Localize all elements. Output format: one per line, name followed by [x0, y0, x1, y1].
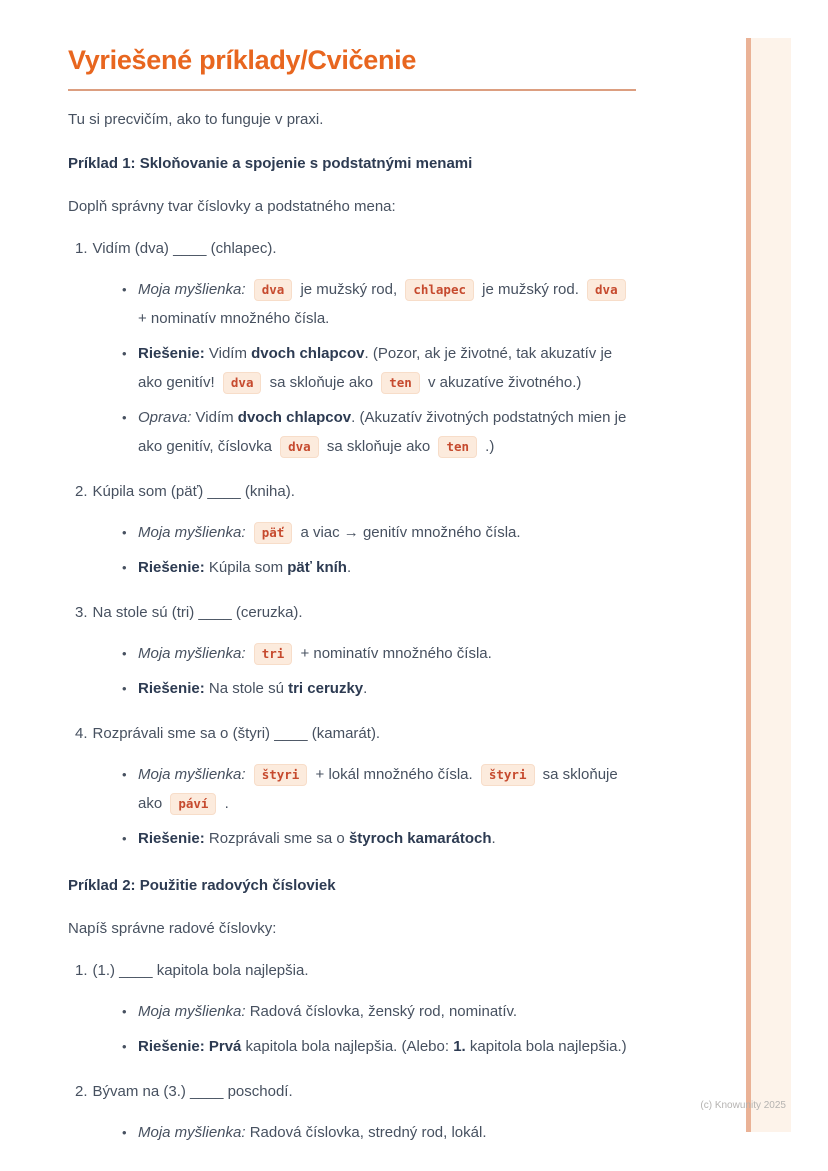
code-badge: štyri [481, 764, 535, 786]
item-text: Na stole sú (tri) ____ (ceruzka). [92, 604, 303, 621]
text-run: Riešenie: [138, 559, 209, 576]
text-run: . (Pozor, ak je životné, tak akuzatív je ako genitív! [138, 345, 613, 391]
item-text: Rozprávali sme sa o (štyri) ____ (kamarát). [92, 725, 381, 742]
text-run: v akuzatíve životného.) [423, 374, 582, 391]
exercise-item [75, 723, 636, 745]
bullet-item [138, 824, 636, 853]
text-run: . [363, 680, 368, 697]
text-run: .) [481, 438, 495, 455]
code-badge: dva [254, 279, 293, 301]
item-text: Bývam na (3.) ____ poschodí. [92, 1083, 293, 1100]
bullet-list [68, 275, 636, 461]
exercise-item [75, 960, 636, 982]
text-run: Riešenie: [138, 830, 209, 847]
bullet-item [138, 339, 636, 397]
page-title: Vyriešené príklady/Cvičenie [68, 45, 417, 75]
code-badge: ten [438, 436, 477, 458]
text-run: Moja myšlienka: [138, 281, 250, 298]
text-run: . [346, 559, 352, 576]
intro-text: Tu si precvičím, ako to funguje v praxi. [68, 111, 324, 128]
bullet-item [138, 1118, 636, 1147]
code-badge: tri [254, 643, 293, 665]
text-run: . [491, 830, 496, 847]
bullet-item [138, 1032, 636, 1061]
text-run: Moja myšlienka: [138, 645, 250, 662]
code-badge: dva [280, 436, 319, 458]
exercise-item [75, 238, 636, 260]
code-badge: chlapec [405, 279, 474, 301]
bullet-item [138, 674, 636, 703]
item-text: (1.) ____ kapitola bola najlepšia. [92, 962, 309, 979]
item-number: 4. [75, 725, 88, 742]
text-run: . (Akuzatív životných podstatných mien je ako genitív, číslovka [138, 409, 627, 455]
section-heading: Príklad 2: Použitie radových čísloviek [68, 877, 336, 894]
text-run: sa skloňuje ako [265, 374, 378, 391]
code-badge: dva [223, 372, 262, 394]
bullet-item [138, 553, 636, 582]
text-run: Riešenie: [138, 345, 209, 362]
text-run: 1. [453, 1038, 466, 1055]
item-number: 2. [75, 483, 88, 500]
section-lead: Doplň správny tvar číslovky a podstatného mena: [68, 198, 396, 215]
section-heading: Príklad 1: Skloňovanie a spojenie s podstatnými menami [68, 155, 473, 172]
text-run: Moja myšlienka: [138, 524, 250, 541]
text-run: sa skloňuje ako [322, 438, 435, 455]
decorative-stripe-line [746, 38, 751, 1132]
code-badge: štyri [254, 764, 308, 786]
bullet-list [68, 997, 636, 1061]
sections [68, 153, 636, 1147]
text-run: Moja myšlienka: [138, 766, 250, 783]
document-content [68, 44, 636, 1147]
text-run: Kúpila som [208, 559, 288, 576]
bullet-list [68, 760, 636, 853]
bullet-item [138, 403, 636, 461]
bullet-list [68, 518, 636, 582]
bullet-item [138, 997, 636, 1026]
text-run: + lokál množného čísla. [311, 766, 477, 783]
code-badge: páví [170, 793, 216, 815]
text-run: je mužský rod, [296, 281, 402, 298]
bullet-item [138, 518, 636, 547]
text-run: Riešenie: Prvá [138, 1038, 242, 1055]
section-lead: Napíš správne radové číslovky: [68, 920, 277, 937]
text-run: Vidím [208, 345, 252, 362]
text-run: tri ceruzky [288, 680, 364, 697]
item-number: 1. [75, 240, 88, 257]
bullet-item [138, 275, 636, 333]
bullet-list [68, 639, 636, 703]
text-run: sa skloňuje ako [138, 766, 618, 812]
item-number: 3. [75, 604, 88, 621]
text-run: Na stole sú [208, 680, 289, 697]
text-run: Vidím [195, 409, 238, 426]
text-run: kapitola bola najlepšia. (Alebo: [241, 1038, 454, 1055]
text-run: Rozprávali sme sa o [208, 830, 349, 847]
text-run: dvoch chlapcov [237, 409, 352, 426]
code-badge: ten [381, 372, 420, 394]
text-run: Riešenie: [138, 680, 209, 697]
text-run: Oprava: [138, 409, 196, 426]
code-badge: dva [587, 279, 626, 301]
exercise-item [75, 602, 636, 624]
exercise-item [75, 481, 636, 503]
decorative-stripe-band [751, 38, 791, 1132]
copyright-footer: (c) Knowunity 2025 [700, 1100, 786, 1111]
text-run: Moja myšlienka: [138, 1003, 250, 1020]
item-text: Vidím (dva) ____ (chlapec). [92, 240, 277, 257]
text-run: Radová číslovka, stredný rod, lokál. [249, 1124, 487, 1141]
text-run: kapitola bola najlepšia.) [465, 1038, 627, 1055]
item-number: 2. [75, 1083, 88, 1100]
title-divider [68, 89, 636, 91]
item-number: 1. [75, 962, 88, 979]
text-run: + nominatív množného čísla. [138, 310, 330, 327]
exercise-item [75, 1081, 636, 1103]
item-text: Kúpila som (päť) ____ (kniha). [92, 483, 295, 500]
bullet-item [138, 639, 636, 668]
bullet-item [138, 760, 636, 818]
text-run: päť kníh [287, 559, 347, 576]
text-run: a viac → genitív množného čísla. [296, 524, 521, 541]
text-run: Radová číslovka, ženský rod, nominatív. [249, 1003, 518, 1020]
text-run: je mužský rod. [478, 281, 584, 298]
text-run: + nominatív množného čísla. [296, 645, 492, 662]
text-run: . [220, 795, 229, 812]
text-run: štyroch kamarátoch [348, 830, 492, 847]
text-run: dvoch chlapcov [251, 345, 365, 362]
bullet-list [68, 1118, 636, 1147]
code-badge: päť [254, 522, 293, 544]
text-run: Moja myšlienka: [138, 1124, 250, 1141]
